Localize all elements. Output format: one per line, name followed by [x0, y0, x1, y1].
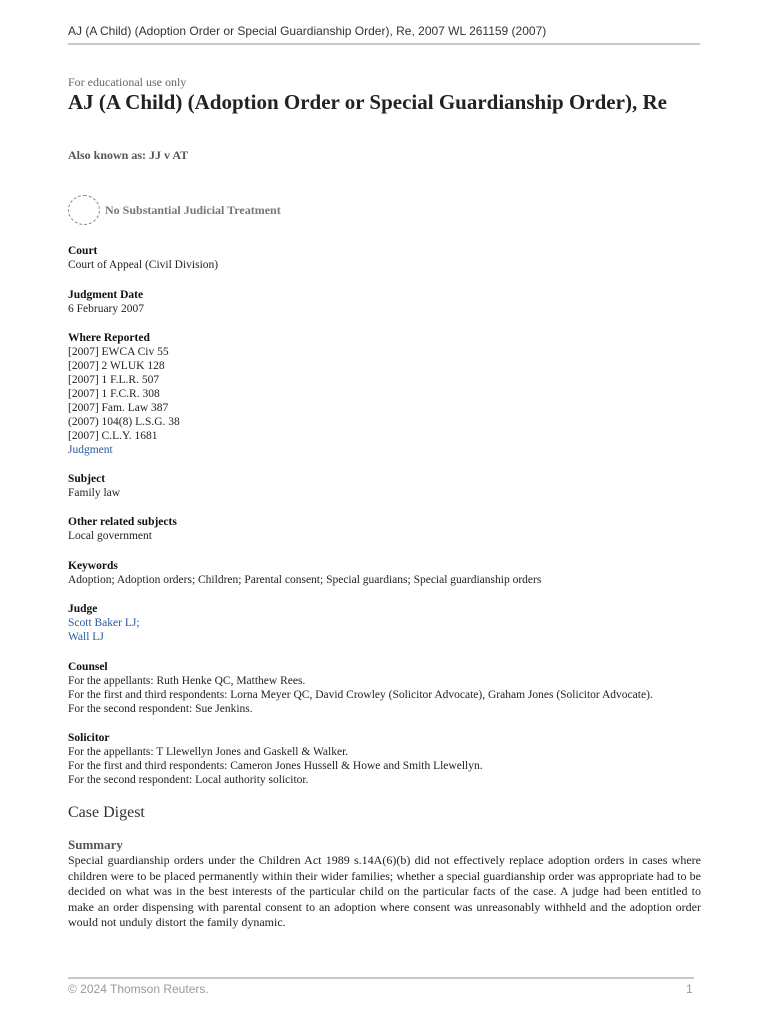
- judgment-link[interactable]: Judgment: [68, 444, 113, 456]
- judge-link-scott-baker[interactable]: Scott Baker LJ;: [68, 617, 140, 629]
- counsel-field: [68, 660, 708, 716]
- counsel-entry: For the first and third respondents: Lorna Meyer QC, David Crowley (Solicitor Advocate), Graham Jones (Solicitor Advocate).: [68, 689, 653, 701]
- counsel-label: Counsel: [68, 661, 108, 673]
- citation: [2007] C.L.Y. 1681: [68, 430, 158, 442]
- judge-label: Judge: [68, 603, 98, 615]
- judgment-date-value: 6 February 2007: [68, 303, 145, 315]
- subject-value: Family law: [68, 487, 121, 499]
- solicitor-entry: For the second respondent: Local authority solicitor.: [68, 774, 309, 786]
- solicitor-label: Solicitor: [68, 732, 110, 744]
- counsel-entry: For the appellants: Ruth Henke QC, Matthew Rees.: [68, 675, 306, 687]
- citation: [2007] EWCA Civ 55: [68, 346, 169, 358]
- citation: [2007] 1 F.L.R. 507: [68, 374, 160, 386]
- treatment-flag: [68, 195, 281, 225]
- citation: [2007] 1 F.C.R. 308: [68, 388, 160, 400]
- judgment-date-field: [68, 288, 708, 316]
- judge-field: [68, 602, 708, 644]
- court-label: Court: [68, 245, 98, 257]
- judgment-date-label: Judgment Date: [68, 289, 144, 301]
- counsel-entry: For the second respondent: Sue Jenkins.: [68, 703, 253, 715]
- other-related-label: Other related subjects: [68, 516, 177, 528]
- keywords-field: [68, 559, 708, 587]
- where-reported-label: Where Reported: [68, 332, 150, 344]
- document-title: AJ (A Child) (Adoption Order or Special Guardianship Order), Re: [68, 90, 667, 114]
- where-reported-field: [68, 331, 708, 457]
- court-value: Court of Appeal (Civil Division): [68, 259, 219, 271]
- court-field: [68, 244, 708, 272]
- subject-label: Subject: [68, 473, 106, 485]
- citation: (2007) 104(8) L.S.G. 38: [68, 416, 180, 428]
- summary-text: Special guardianship orders under the Children Act 1989 s.14A(6)(b) did not effectively replace adoption orders in cases where children were to be placed permanently within their wider families; whether a special guardianship order was appropriate had to be decided on what was in the best interests of the particular child on the particular facts of the case. A judge had been entitled to make an order dispensing with parental consent to an adoption where consent was unreasonably withheld and the adoption order would not unduly distort the family dynamic.: [68, 853, 701, 929]
- header-divider: [68, 43, 700, 45]
- solicitor-field: [68, 731, 708, 787]
- case-digest-heading: Case Digest: [68, 804, 145, 821]
- treatment-label: No Substantial Judicial Treatment: [105, 202, 281, 217]
- running-title: AJ (A Child) (Adoption Order or Special Guardianship Order), Re, 2007 WL 261159 (2007): [68, 24, 547, 38]
- dashed-circle-icon: [68, 195, 100, 225]
- keywords-label: Keywords: [68, 560, 118, 572]
- page-number: 1: [686, 982, 693, 996]
- citation: [2007] Fam. Law 387: [68, 402, 169, 414]
- summary-label: Summary: [68, 837, 123, 852]
- edu-notice: For educational use only: [68, 75, 187, 89]
- also-known-as: Also known as: JJ v AT: [68, 148, 189, 162]
- other-related-field: [68, 515, 708, 543]
- subject-field: [68, 472, 708, 500]
- footer-divider: [68, 977, 694, 979]
- judge-link-wall[interactable]: Wall LJ: [68, 631, 104, 643]
- other-related-value: Local government: [68, 530, 152, 542]
- citation: [2007] 2 WLUK 128: [68, 360, 165, 372]
- solicitor-entry: For the first and third respondents: Cameron Jones Hussell & Howe and Smith Llewellyn.: [68, 760, 483, 772]
- solicitor-entry: For the appellants: T Llewellyn Jones and Gaskell & Walker.: [68, 746, 349, 758]
- copyright: © 2024 Thomson Reuters.: [68, 982, 209, 996]
- keywords-value: Adoption; Adoption orders; Children; Parental consent; Special guardians; Special guardianship orders: [68, 574, 542, 586]
